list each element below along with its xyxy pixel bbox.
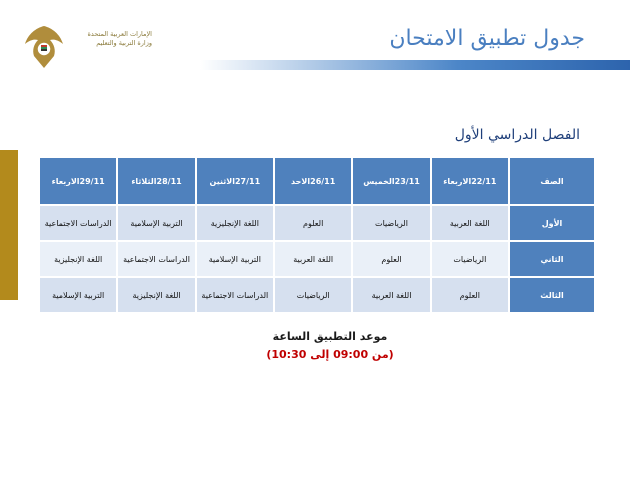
- subject-cell: العلوم: [431, 277, 509, 313]
- timing-value: (من 09:00 إلى 10:30): [266, 348, 394, 361]
- subject-cell: اللغة العربية: [431, 205, 509, 241]
- table-row: [39, 241, 595, 277]
- page-title: جدول تطبيق الامتحان: [389, 26, 585, 51]
- subject-cell: الرياضيات: [352, 205, 430, 241]
- exam-schedule-table: [38, 156, 596, 314]
- semester-heading: الفصل الدراسي الأول: [454, 127, 580, 143]
- subject-cell: العلوم: [352, 241, 430, 277]
- uae-emblem-icon: [22, 22, 66, 72]
- column-header-day: 22/11الاربعاء: [431, 157, 509, 205]
- side-accent-bar: [0, 150, 18, 300]
- subject-cell: اللغة العربية: [352, 277, 430, 313]
- grade-cell: الثاني: [509, 241, 595, 277]
- org-name-line1: الإمارات العربية المتحدة: [87, 30, 152, 38]
- subject-cell: اللغة العربية: [274, 241, 352, 277]
- logo-text: [68, 30, 152, 48]
- column-header-grade: الصف: [509, 157, 595, 205]
- timing-label: موعد التطبيق الساعة: [272, 330, 388, 343]
- subject-cell: اللغة الإنجليزية: [39, 241, 117, 277]
- subject-cell: الرياضيات: [431, 241, 509, 277]
- subject-cell: التربية الإسلامية: [39, 277, 117, 313]
- table-row: [39, 205, 595, 241]
- subject-cell: التربية الإسلامية: [117, 205, 195, 241]
- column-header-day: 23/11الخميس: [352, 157, 430, 205]
- table-header-row: [39, 157, 595, 205]
- subject-cell: الرياضيات: [274, 277, 352, 313]
- subject-cell: اللغة الإنجليزية: [196, 205, 274, 241]
- column-header-day: 26/11الاحد: [274, 157, 352, 205]
- column-header-day: 29/11الاربعاء: [39, 157, 117, 205]
- table-row: [39, 277, 595, 313]
- subject-cell: اللغة الإنجليزية: [117, 277, 195, 313]
- subject-cell: الدراسات الاجتماعية: [39, 205, 117, 241]
- subject-cell: العلوم: [274, 205, 352, 241]
- grade-cell: الأول: [509, 205, 595, 241]
- subject-cell: التربية الإسلامية: [196, 241, 274, 277]
- column-header-day: 28/11الثلاثاء: [117, 157, 195, 205]
- org-name-line2: وزارة التربية والتعليم: [96, 39, 152, 47]
- title-underline-bar: [200, 60, 630, 70]
- grade-cell: الثالث: [509, 277, 595, 313]
- column-header-day: 27/11الاثنين: [196, 157, 274, 205]
- ministry-logo: [22, 22, 152, 72]
- subject-cell: الدراسات الاجتماعية: [196, 277, 274, 313]
- subject-cell: الدراسات الاجتماعية: [117, 241, 195, 277]
